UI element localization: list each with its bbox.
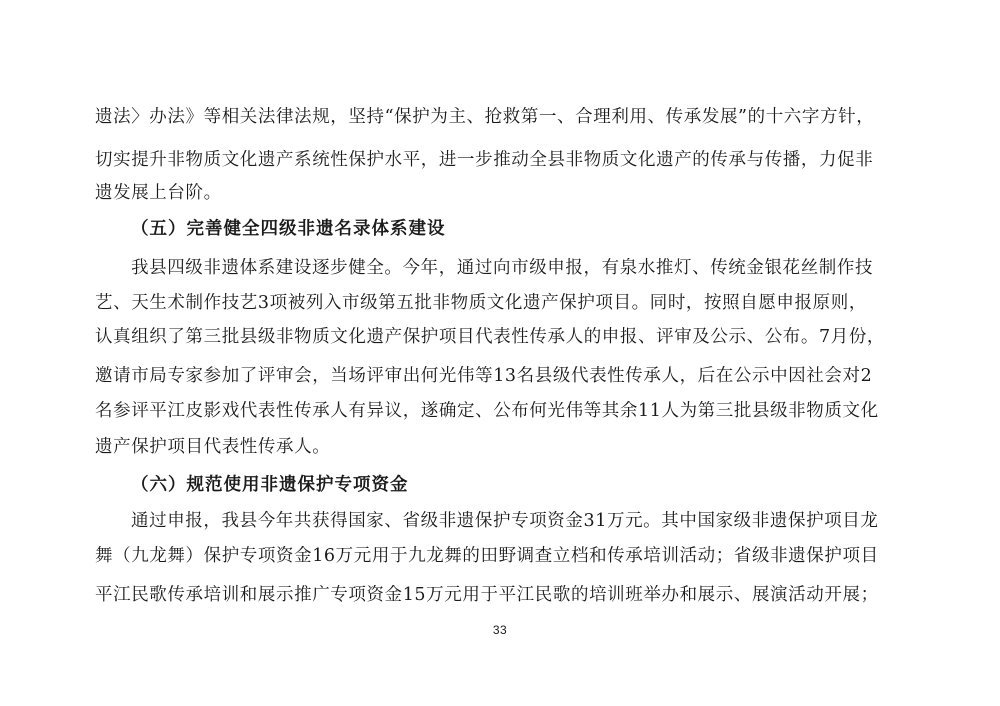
body-text-line: 切实提升非物质文化遗产系统性保护水平，进一步推动全县非物质文化遗产的传承与传播，力促非 [95, 150, 874, 170]
body-text-line: 认真组织了第三批县级非物质文化遗产保护项目代表性传承人的申报、评审及公示、公布。7月份， [95, 327, 886, 347]
section-heading-five: （五）完善健全四级非遗名录体系建设 [131, 219, 446, 239]
body-text-line: 通过申报，我县今年共获得国家、省级非遗保护专项资金31万元。其中国家级非遗保护项目龙 [131, 511, 879, 531]
section-heading-six: （六）规范使用非遗保护专项资金 [131, 475, 409, 495]
body-text-line: 遗法〉办法》等相关法律法规，坚持“保护为主、抢救第一、合理利用、传承发展”的十六字方针， [95, 107, 875, 127]
body-text-line: 我县四级非遗体系建设逐步健全。今年，通过向市级申报，有泉水推灯、传统金银花丝制作技 [131, 258, 874, 278]
body-text-line: 平江民歌传承培训和展示推广专项资金15万元用于平江民歌的培训班举办和展示、展演活动开展； [95, 585, 879, 605]
body-text-line: 名参评平江皮影戏代表性传承人有异议，遂确定、公布何光伟等其余11人为第三批县级非物质文化 [95, 401, 879, 421]
body-text-line: 艺、天生术制作技艺3项被列入市级第五批非物质文化遗产保护项目。同时，按照自愿申报原则， [95, 293, 867, 313]
body-text-line: 邀请市局专家参加了评审会，当场评审出何光伟等13名县级代表性传承人，后在公示中因社会对2 [95, 366, 873, 386]
body-text-line: 舞（九龙舞）保护专项资金16万元用于九龙舞的田野调查立档和传承培训活动；省级非遗保护项目 [95, 546, 879, 566]
body-text-line: 遗发展上台阶。 [95, 183, 222, 203]
page-number: 33 [492, 623, 508, 637]
body-text-line: 遗产保护项目代表性传承人。 [95, 437, 331, 457]
